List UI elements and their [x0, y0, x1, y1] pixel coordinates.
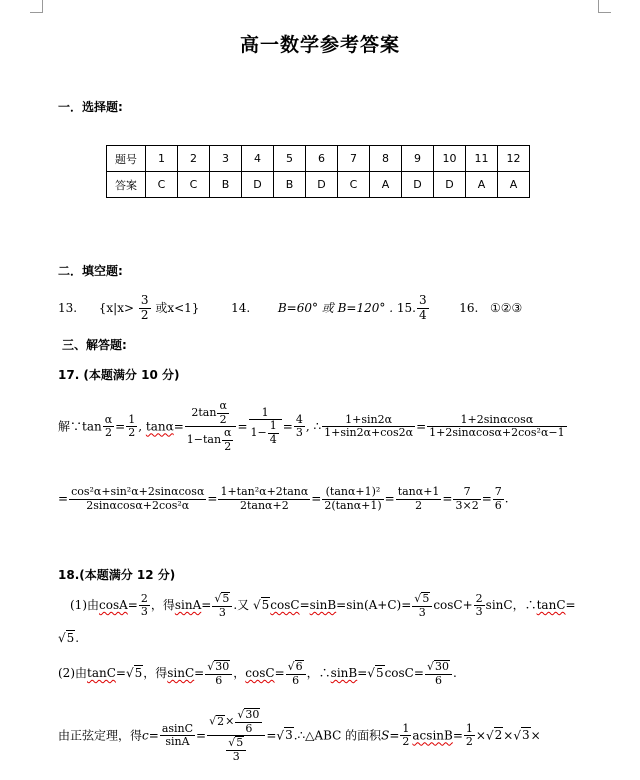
therefore: ∴ — [524, 598, 537, 613]
root5-over-3: $\frac{√5}{3}$ — [412, 592, 432, 619]
q18-part1-lead: (1)由 — [70, 598, 99, 613]
comma: ， — [233, 666, 246, 681]
you-text: .又 — [233, 598, 250, 613]
equals: = — [196, 728, 207, 743]
root6-over-6: $\frac{√6}{6}$ — [286, 660, 306, 687]
area-S: S — [381, 728, 390, 743]
table-cell-answer: A — [498, 172, 530, 198]
asinC-over-sinA: $\frac{asinC}{\sin A}$ — [161, 721, 194, 749]
table-cell-number: 11 — [466, 146, 498, 172]
q17-fraction-3: $\frac{\text{cos²α+sin²α+2sinαcosα}}{\text{2sinαcosα+2cos²α}}$ — [71, 485, 205, 512]
table-cell-number: 12 — [498, 146, 530, 172]
equals: = — [389, 728, 400, 743]
cosC: cosC — [270, 598, 300, 613]
therefore: ∴ — [313, 419, 322, 434]
table-row-answers — [107, 172, 530, 198]
root5: 5 — [66, 631, 75, 645]
table-cell-answer: C — [178, 172, 210, 198]
equals: = — [299, 598, 310, 613]
table-cell-number: 4 — [242, 146, 274, 172]
table-cell-answer: D — [242, 172, 274, 198]
alpha-over-two: $\frac{\alpha}{2}$ — [104, 412, 113, 440]
therefore: ∴ — [318, 666, 331, 681]
cosC: cosC — [245, 666, 275, 681]
table-cell-number: 5 — [274, 146, 306, 172]
q17-fraction-8: $\frac{7}{6}$ — [494, 485, 502, 512]
sinB: sinB — [309, 598, 337, 613]
tan-alpha: tanα — [145, 419, 174, 434]
equals: = — [357, 666, 368, 681]
compound-fraction: √2× $\frac{√30}{6}$ $\frac{√5}{3}$ — [207, 708, 265, 764]
table-cell-number: 1 — [146, 146, 178, 172]
side-c: c — [142, 728, 149, 743]
table-cell-answer: D — [434, 172, 466, 198]
two-thirds: $\frac{2}{3}$ — [140, 591, 148, 619]
table-cell-number: 3 — [210, 146, 242, 172]
table-cell-number: 9 — [402, 146, 434, 172]
root3: 3 — [285, 728, 293, 743]
equals: = — [58, 491, 69, 506]
equals: = — [565, 598, 576, 613]
two-thirds: $\frac{2}{3}$ — [475, 591, 483, 619]
table-header-label: 题号 — [107, 146, 146, 172]
table-cell-answer: A — [370, 172, 402, 198]
equals: = — [442, 491, 453, 506]
period: . — [75, 631, 80, 645]
times: × — [530, 728, 541, 743]
table-cell-answer: C — [146, 172, 178, 198]
answer-table — [106, 145, 530, 198]
q18-heading: 18.(本题满分 12 分) — [58, 568, 176, 582]
q17-line-1 — [58, 400, 568, 454]
tan-text: tan — [82, 419, 102, 434]
q17-fraction-7: $\frac{7}{3\times 2}$ — [455, 485, 479, 512]
equals: = — [336, 598, 347, 613]
table-row-numbers — [107, 146, 530, 172]
q17-fraction-5: $\frac{\text{(tanα+1)²}}{2(\tan\alpha+1)}$ — [324, 485, 382, 512]
q18-line-1-cont: √5. — [58, 631, 80, 645]
tanC: tanC — [536, 598, 566, 613]
q15-number: 15. — [396, 300, 416, 315]
equals: = — [127, 598, 138, 613]
crop-mark-top-right — [598, 0, 611, 13]
q17-fraction-1: $\frac{1+\sin 2\alpha}{1+\sin 2\alpha+\cos 2\alpha}$ — [324, 412, 414, 440]
root30-over-6: $\frac{√30}{6}$ — [425, 660, 452, 687]
q18-line-3: 由正弦定理，得c= $\frac{asinC}{\sin A}$ = √2× $\frac{√30}{6}$ $\frac{√5}{3}$ =√3.∴△ABC 的面积S= $\frac{1}{2}$ acsinB= $\frac{1}{2}$ ×√2×√3× — [58, 708, 541, 763]
table-answer-label: 答案 — [107, 172, 146, 198]
equals: = — [201, 598, 212, 613]
root30-over-6: $\frac{√30}{6}$ — [205, 660, 232, 687]
q17-fraction-4: $\frac{\text{1+tan²α+2tanα}}{2\tan\alpha+2}$ — [220, 485, 309, 512]
q15-fraction: $\frac{3}{4}$ — [418, 293, 427, 322]
root5: 5 — [375, 666, 384, 681]
q17-fraction-2: $\frac{1+2\sin\alpha\cos\alpha}{\text{1+2sinαcosα+2cos²α−1}}$ — [429, 412, 565, 440]
section-fill-in: 二．填空题: — [58, 264, 123, 278]
table-cell-number: 2 — [178, 146, 210, 172]
q17-fraction-6: $\frac{\tan\alpha+1}{2}$ — [397, 485, 440, 512]
equals: = — [115, 666, 126, 681]
equals: = — [173, 419, 184, 434]
root5: 5 — [134, 666, 143, 681]
equals: = — [416, 419, 427, 434]
q16-answer: ①②③ — [489, 300, 523, 315]
table-cell-answer: D — [402, 172, 434, 198]
period: . — [504, 491, 509, 506]
triangle-area-text: .∴△ABC 的面积 — [293, 728, 382, 743]
table-cell-answer: B — [274, 172, 306, 198]
sinA: sinA — [174, 598, 202, 613]
root3: 3 — [521, 728, 530, 743]
sinC: sinC — [485, 598, 513, 613]
equals: = — [194, 666, 205, 681]
q14-answer: B=60° 或 B=120° . — [277, 300, 394, 315]
equals: = — [274, 666, 285, 681]
table-cell-answer: B — [210, 172, 242, 198]
table-cell-number: 7 — [338, 146, 370, 172]
tan-double-angle-fraction: 2tan $\frac{\alpha}{2}$ 1−tan $\frac{\alpha}{2}$ — [185, 400, 237, 454]
de-text: ，得 — [150, 598, 175, 613]
comma: , — [305, 419, 310, 434]
table-cell-answer: A — [466, 172, 498, 198]
equals: = — [207, 491, 218, 506]
one-half: $\frac{1}{2}$ — [465, 721, 473, 749]
de-text: ，得 — [143, 666, 168, 681]
one-half: $\frac{1}{2}$ — [402, 721, 410, 749]
q13-number: 13. — [58, 300, 78, 315]
q17-lead: 解∵ — [58, 419, 83, 434]
one-over-one-minus-quarter: 1 1− $\frac{1}{4}$ — [249, 407, 282, 447]
equals: = — [115, 419, 126, 434]
q13-fraction: $\frac{3}{2}$ — [140, 293, 149, 322]
section-multiple-choice: 一．选择题: — [58, 100, 123, 114]
equals: = — [384, 491, 395, 506]
q18-part3-lead: 由正弦定理，得 — [58, 728, 143, 743]
root5-over-3: $\frac{√5}{3}$ — [212, 592, 232, 619]
sin-A-plus-C: sin(A+C) — [346, 598, 402, 613]
section-solutions: 三、解答题: — [62, 338, 127, 352]
root5: 5 — [261, 598, 270, 613]
comma: , — [138, 419, 143, 434]
equals: = — [266, 728, 277, 743]
table-cell-number: 10 — [434, 146, 466, 172]
q13-set-open: {x|x> — [98, 300, 135, 315]
plus: + — [462, 598, 473, 613]
sinB: sinB — [330, 666, 358, 681]
table-cell-answer: D — [306, 172, 338, 198]
q18-line-2: (2)由tanC=√5，得sinC= $\frac{√30}{6}$ ，cosC= $\frac{√6}{6}$ ，∴sinB=√5cosC= $\frac{√30}{6}$ . — [58, 660, 457, 687]
table-cell-number: 8 — [370, 146, 402, 172]
equals: = — [311, 491, 322, 506]
equals: = — [237, 419, 248, 434]
root2: 2 — [494, 728, 503, 743]
comma: ， — [512, 598, 525, 613]
q14-number: 14. — [231, 300, 251, 315]
period: . — [452, 666, 457, 681]
q18-line-1: (1)由cosA= $\frac{2}{3}$ ，得sinA= $\frac{√5}{3}$ .又 √5cosC=sinB=sin(A+C)= $\frac{√5}{3}$ cosC+ $\frac{2}{3}$ sinC，∴tanC= — [70, 591, 576, 619]
four-thirds: $\frac{4}{3}$ — [295, 412, 303, 440]
cosC: cosC — [384, 666, 414, 681]
equals: = — [148, 728, 159, 743]
page-title: 高一数学参考答案 — [239, 34, 400, 56]
equals: = — [401, 598, 412, 613]
acsinB: acsinB — [412, 728, 453, 743]
equals: = — [282, 419, 293, 434]
q17-line-2 — [58, 486, 509, 512]
table-cell-answer: C — [338, 172, 370, 198]
q17-heading: 17. (本题满分 10 分) — [58, 368, 180, 382]
times: × — [475, 728, 486, 743]
q16-number: 16. — [459, 300, 479, 315]
table-cell-number: 6 — [306, 146, 338, 172]
cosC: cosC — [433, 598, 463, 613]
q18-part2-lead: (2)由 — [58, 666, 87, 681]
equals: = — [413, 666, 424, 681]
equals: = — [452, 728, 463, 743]
sinC: sinC — [167, 666, 195, 681]
q13-set-close: 或x<1} — [155, 300, 200, 315]
equals: = — [481, 491, 492, 506]
tanC: tanC — [87, 666, 116, 681]
times: × — [503, 728, 514, 743]
one-half: $\frac{1}{2}$ — [128, 412, 136, 440]
crop-mark-top-left — [30, 0, 43, 13]
comma: ， — [306, 666, 319, 681]
cosA: cosA — [99, 598, 128, 613]
fill-answers-line — [58, 294, 522, 323]
